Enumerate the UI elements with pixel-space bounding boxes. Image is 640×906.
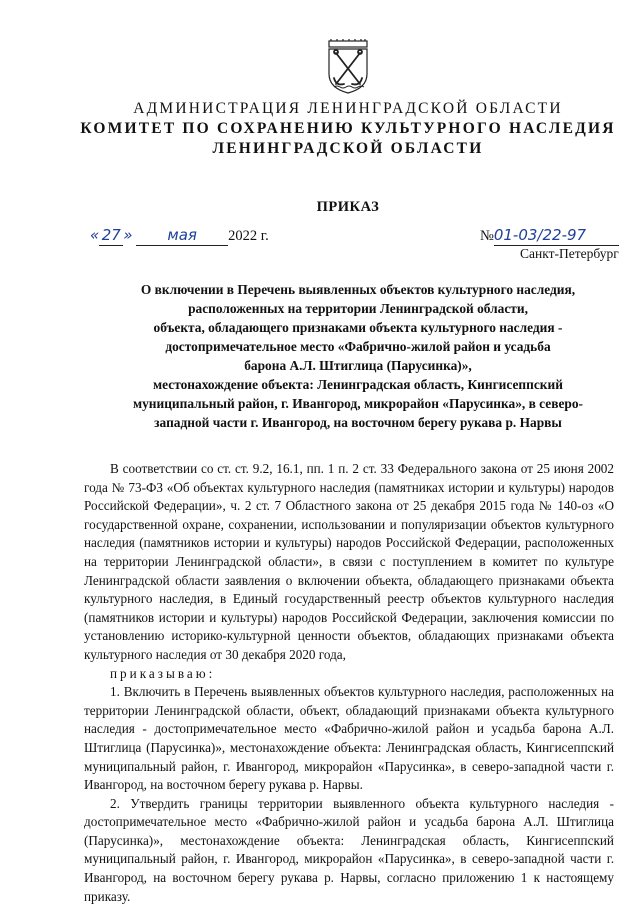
order-word: приказываю: [110,665,216,681]
order-number [480,226,619,246]
coat-of-arms-icon [326,38,370,94]
order-heading [86,280,630,432]
number-value: 01-03/22-97 [493,226,587,244]
heading-line: барона А.Л. Штиглица (Парусинка)», [244,358,472,373]
date-year: 2022 г. [228,228,269,244]
preamble-paragraph: В соответствии со ст. ст. 9.2, 16.1, пп. 1 п. 2 ст. 33 Федерального закона от 25 июня 2002 года № 73-ФЗ «Об объектах культурного наследия (памятниках истории и культуры) народов Российской Федерации», ч. 2 ст. 7 Областного закона от 25 декабря 2015 года № 140-оз «О государственной охране, сохранении, использовании и популяризации объектов культурного наследия (памятников истории и культуры) народов Российской Федерации, расположенных на территории Ленинградской области», в связи с поступлением в комитет по культуре Ленинградской области заявления о включении объекта, обладающего признаками объекта культурного наследия, в Единый государственный реестр объектов культурного наследия (памятников истории и культуры) народов Российской Федерации, заключения комиссии по установлению историко-культурной ценности объектов, обладающих признаками объекта культурного наследия от 30 декабря 2020 года, [84,461,614,662]
heading-line: объекта, обладающего признаками объекта культурного наследия - [153,320,563,335]
date-day: 27 [101,226,121,244]
heading-line: муниципальный район, г. Ивангород, микрорайон «Парусинка», в северо- [132,396,584,411]
number-prefix: № [480,228,494,244]
date-close-quote: » [123,226,133,244]
order-title: ПРИКАЗ [316,199,380,215]
heading-line: западной части г. Ивангород, на восточном берегу рукава р. Нарвы [154,415,562,430]
heading-line: достопримечательное место «Фабрично-жилой район и усадьба [165,339,551,354]
heading-line: О включении в Перечень выявленных объектов культурного наследия, [140,282,576,297]
heading-line: местонахождение объекта: Ленинградская область, Кингисеппский [153,377,563,392]
org-line-region: ЛЕНИНГРАДСКОЙ ОБЛАСТИ [212,140,484,157]
city: Санкт-Петербург [520,246,619,261]
order-item-2: 2. Утвердить границы территории выявленного объекта культурного наследия - достопримечательное место «Фабрично-жилой район и усадьба барона А.Л. Штиглица (Парусинка)», местонахождение объекта: Ленинградская область, Кингисеппский муниципальный район, г. Ивангород, микрорайон «Парусинка», в северо-западной части г. Ивангород, на восточном берегу рукава р. Нарвы, согласно приложению 1 к настоящему приказу. [84,795,614,904]
date-open-quote: « [90,226,100,244]
org-line-administration: АДМИНИСТРАЦИЯ ЛЕНИНГРАДСКОЙ ОБЛАСТИ [133,100,563,117]
date-month: мая [167,226,197,244]
order-item-1: 1. Включить в Перечень выявленных объектов культурного наследия, расположенных на территории Ленинградской области, объект, обладающий признаками объекта культурного наследия - достопримечательное место «Фабрично-жилой район и усадьба барона А.Л. Штиглица (Парусинка)», местонахождение объекта: Ленинградская область, Кингисеппский муниципальный район, г. Ивангород, микрорайон «Парусинка», в северо-западной части г. Ивангород, на восточном берегу рукава р. Нарвы. [84,684,614,793]
org-line-committee: КОМИТЕТ ПО СОХРАНЕНИЮ КУЛЬТУРНОГО НАСЛЕДИЯ [80,120,616,137]
order-body [84,460,614,906]
order-date [90,226,269,246]
heading-line: расположенных на территории Ленинградской области, [188,301,528,316]
